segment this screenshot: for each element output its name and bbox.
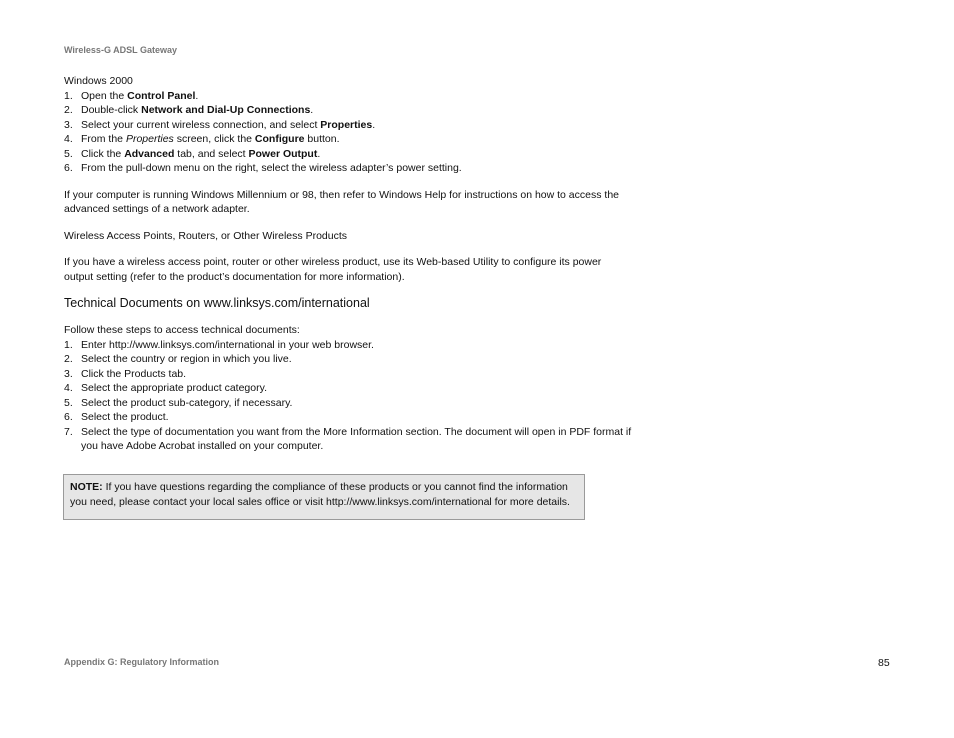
- note-box: NOTE: If you have questions regarding the compliance of these products or you cannot find the information you need, please contact your local sales office or visit http://www.linksys.com/international for more details.: [63, 474, 585, 520]
- list-item: 1. Enter http://www.linksys.com/international in your web browser.: [64, 338, 374, 351]
- section-title-windows2000: Windows 2000: [64, 75, 133, 87]
- list-item: 2. Select the country or region in which you live.: [64, 353, 292, 365]
- windows2000-steps: [64, 89, 634, 176]
- list-item: 5. Select the product sub-category, if necessary.: [64, 396, 293, 409]
- paragraph-techdocs-intro: Follow these steps to access technical documents:: [64, 324, 300, 336]
- paragraph-millennium: If your computer is running Windows Millennium or 98, then refer to Windows Help for instructions on how to access the advanced settings of a network adapter.: [64, 188, 619, 215]
- list-item: 3. Select your current wireless connection, and select Properties.: [64, 118, 376, 131]
- list-item: 5. Click the Advanced tab, and select Power Output.: [64, 147, 321, 160]
- running-header: Wireless-G ADSL Gateway: [64, 45, 177, 55]
- list-item: 3. Click the Products tab.: [64, 367, 187, 380]
- list-item: 1. Open the Control Panel.: [64, 89, 199, 102]
- list-item: 4. Select the appropriate product category.: [64, 382, 268, 394]
- list-item: 7. Select the type of documentation you want from the More Information section. The document will open in PDF format if you have Adobe Acrobat installed on your computer.: [64, 425, 632, 452]
- heading-technical-documents: Technical Documents on www.linksys.com/international: [64, 296, 370, 310]
- page-number: 85: [878, 657, 890, 669]
- section-title-wireless-products: Wireless Access Points, Routers, or Other Wireless Products: [64, 229, 348, 242]
- list-item: 2. Double-click Network and Dial-Up Connections.: [64, 104, 314, 116]
- note-label: NOTE:: [70, 481, 103, 493]
- list-item: 6. Select the product.: [64, 411, 169, 423]
- techdocs-steps: [64, 338, 634, 454]
- running-footer: Appendix G: Regulatory Information: [64, 657, 220, 667]
- page-content: [64, 74, 634, 454]
- list-item: 6. From the pull-down menu on the right, select the wireless adapter’s power setting.: [64, 162, 462, 174]
- paragraph-wireless-products: If you have a wireless access point, router or other wireless product, use its Web-based Utility to configure its power output setting (refer to the product’s documentation for more information).: [64, 256, 602, 283]
- list-item: 4. From the Properties screen, click the Configure button.: [64, 133, 340, 145]
